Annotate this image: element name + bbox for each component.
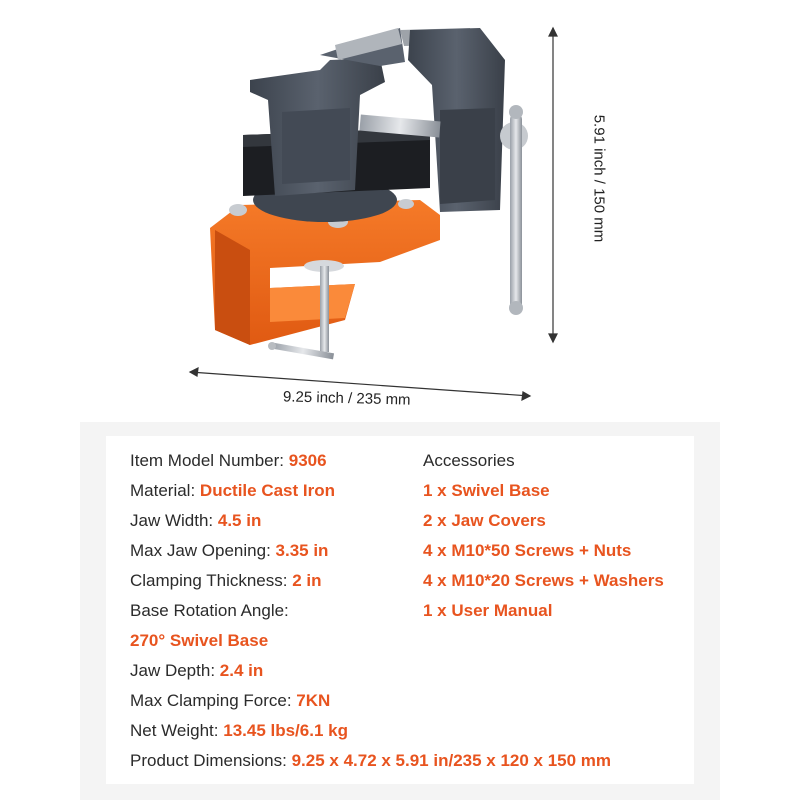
- accessory-item: 1 x User Manual: [423, 601, 553, 620]
- spec-max-jaw-opening: Max Jaw Opening: 3.35 in: [130, 541, 329, 560]
- accessories-title: Accessories: [423, 451, 515, 470]
- spec-jaw-width: Jaw Width: 4.5 in: [130, 511, 262, 530]
- spec-jaw-depth: Jaw Depth: 2.4 in: [130, 661, 264, 680]
- accessory-item: 4 x M10*20 Screws + Washers: [423, 571, 664, 590]
- width-dimension-label: 9.25 inch / 235 mm: [282, 388, 411, 409]
- spec-net-weight: Net Weight: 13.45 lbs/6.1 kg: [130, 721, 348, 740]
- spec-base-rotation-value: 270° Swivel Base: [130, 631, 269, 650]
- spec-item-model: Item Model Number: 9306: [130, 451, 327, 470]
- spec-max-clamping-force: Max Clamping Force: 7KN: [130, 691, 331, 710]
- spec-clamping-thickness: Clamping Thickness: 2 in: [130, 571, 322, 590]
- spec-base-rotation-label: Base Rotation Angle:: [130, 601, 289, 620]
- height-dimension-label: 5.91 inch / 150 mm: [590, 114, 608, 243]
- accessory-item: 1 x Swivel Base: [423, 481, 550, 500]
- accessory-item: 2 x Jaw Covers: [423, 511, 546, 530]
- spec-product-dimensions: Product Dimensions: 9.25 x 4.72 x 5.91 in/235 x 120 x 150 mm: [130, 751, 612, 770]
- spec-material: Material: Ductile Cast Iron: [130, 481, 336, 500]
- accessory-item: 4 x M10*50 Screws + Nuts: [423, 541, 632, 560]
